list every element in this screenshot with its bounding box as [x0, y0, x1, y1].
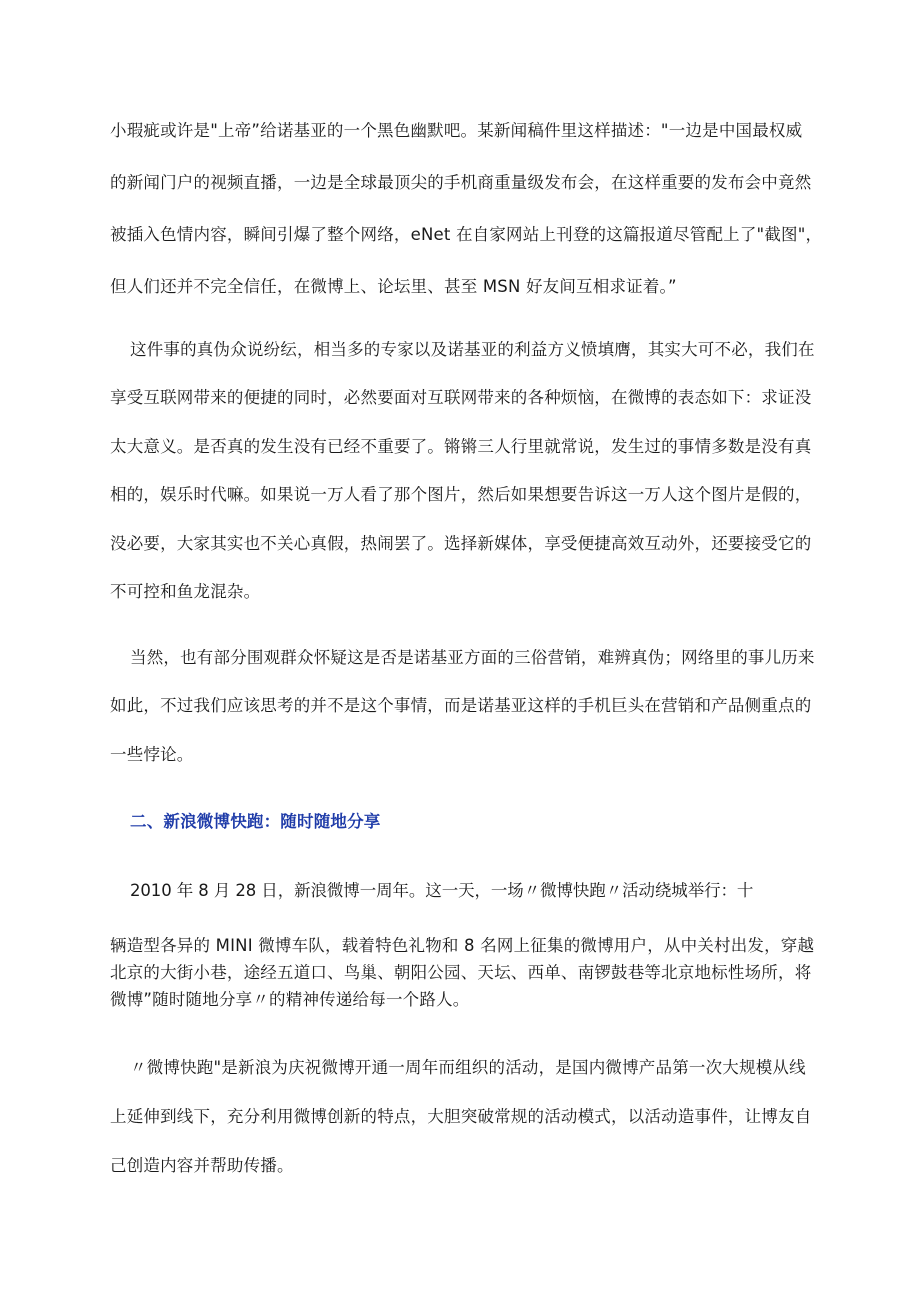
paragraph-1-line-3: 被插入色情内容，瞬间引爆了整个网络，eNet 在自家网站上刊登的这篇报道尽管配上了"截图"， [110, 225, 823, 244]
section-heading: 二、新浪微博快跑：随时随地分享 [130, 812, 381, 831]
paragraph-5-line-1: 〃微博快跑"是新浪为庆祝微博开通一周年而组织的活动，是国内微博产品第一次大规模从线 [130, 1058, 806, 1077]
paragraph-2-line-4: 相的，娱乐时代嘛。如果说一万人看了那个图片，然后如果想要告诉这一万人这个图片是假的， [110, 485, 812, 504]
paragraph-2-line-1: 这件事的真伪众说纷纭，相当多的专家以及诺基亚的利益方义愤填膺，其实大可不必，我们在 [130, 340, 815, 359]
paragraph-2-line-5: 没必要，大家其实也不关心真假，热闹罢了。选择新媒体，享受便捷高效互动外，还要接受它的 [110, 534, 812, 553]
paragraph-1-line-1: 小瑕疵或许是"上帝”给诺基亚的一个黑色幽默吧。某新闻稿件里这样描述："一边是中国最权威 [110, 121, 803, 140]
paragraph-4-line-3: 北京的大街小巷，途经五道口、鸟巢、朝阳公园、天坛、西单、南锣鼓巷等北京地标性场所，将 [110, 963, 812, 982]
paragraph-5-line-3: 己创造内容并帮助传播。 [110, 1156, 294, 1175]
paragraph-4-line-1: 2010 年 8 月 28 日，新浪微博一周年。这一天，一场〃微博快跑〃活动绕城举行：十 [130, 881, 754, 900]
paragraph-4-line-2: 辆造型各异的 MINI 微博车队，载着特色礼物和 8 名网上征集的微博用户，从中关村出发，穿越 [110, 936, 815, 955]
paragraph-5-line-2: 上延伸到线下，充分利用微博创新的特点，大胆突破常规的活动模式，以活动造事件，让博友自 [110, 1107, 812, 1126]
paragraph-3-line-2: 如此，不过我们应该思考的并不是这个事情，而是诺基亚这样的手机巨头在营销和产品侧重点的 [110, 696, 812, 715]
paragraph-1-line-4: 但人们还并不完全信任，在微博上、论坛里、甚至 MSN 好友间互相求证着。” [110, 277, 677, 296]
paragraph-3-line-3: 一些悖论。 [110, 745, 194, 764]
paragraph-2-line-6: 不可控和鱼龙混杂。 [110, 582, 261, 601]
paragraph-2-line-3: 太大意义。是否真的发生没有已经不重要了。锵锵三人行里就常说，发生过的事情多数是没有真 [110, 437, 812, 456]
paragraph-3-line-1: 当然，也有部分围观群众怀疑这是否是诺基亚方面的三俗营销，难辨真伪；网络里的事儿历来 [130, 648, 815, 667]
paragraph-4-line-4: 微博”随时随地分享〃的精神传递给每一个路人。 [110, 990, 470, 1009]
paragraph-2-line-2: 享受互联网带来的便捷的同时，必然要面对互联网带来的各种烦恼，在微博的表态如下：求证没 [110, 388, 812, 407]
paragraph-1-line-2: 的新闻门户的视频直播，一边是全球最顶尖的手机商重量级发布会，在这样重要的发布会中竟然 [110, 173, 812, 192]
